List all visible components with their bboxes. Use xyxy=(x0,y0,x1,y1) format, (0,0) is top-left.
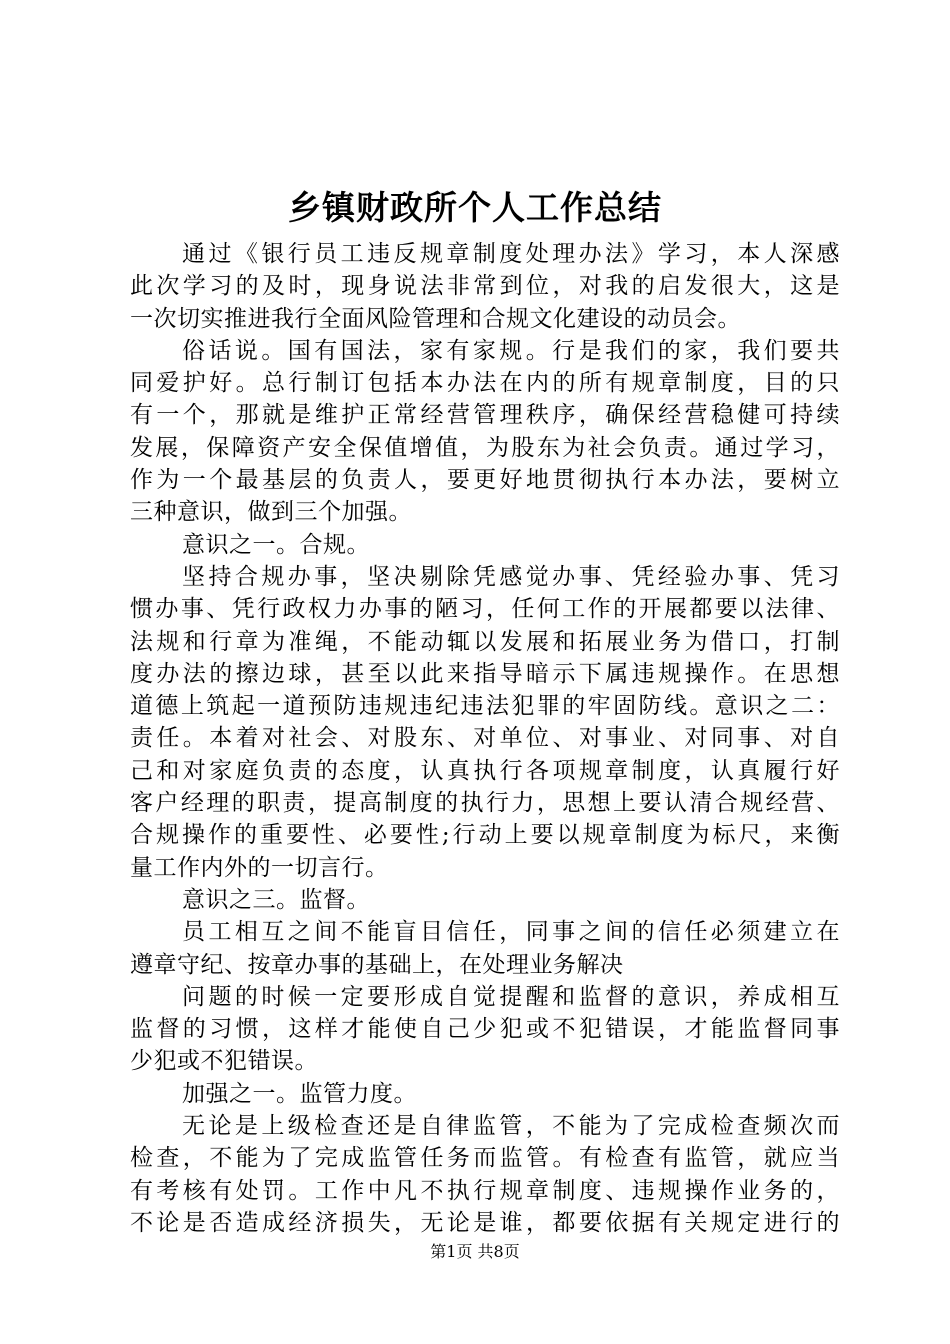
body-line: 三种意识，做到三个加强。 xyxy=(130,499,412,526)
body-line: 意识之一。合规。 xyxy=(182,531,370,558)
body-line: 合规操作的重要性、必要性;行动上要以规章制度为标尺，来衡 xyxy=(130,822,840,849)
body-line: 惯办事、凭行政权力办事的陋习，任何工作的开展都要以法律、 xyxy=(130,596,840,623)
body-line: 意识之三。监督。 xyxy=(182,886,370,913)
body-line: 量工作内外的一切言行。 xyxy=(130,854,389,881)
body-line: 同爱护好。总行制订包括本办法在内的所有规章制度，目的只 xyxy=(130,370,840,397)
body-line: 度办法的擦边球，甚至以此来指导暗示下属违规操作。在思想 xyxy=(130,660,840,687)
body-line: 监督的习惯，这样才能使自己少犯或不犯错误，才能监督同事 xyxy=(130,1016,840,1043)
body-line: 坚持合规办事，坚决剔除凭感觉办事、凭经验办事、凭习 xyxy=(182,563,840,590)
body-line: 法规和行章为准绳，不能动辄以发展和拓展业务为借口，打制 xyxy=(130,628,840,655)
body-line: 己和对家庭负责的态度，认真执行各项规章制度，认真履行好 xyxy=(130,757,840,784)
body-line: 有考核有处罚。工作中凡不执行规章制度、违规操作业务的， xyxy=(130,1177,840,1204)
body-line: 道德上筑起一道预防违规违纪违法犯罪的牢固防线。意识之二： xyxy=(130,693,840,720)
body-line: 问题的时候一定要形成自觉提醒和监督的意识，养成相互 xyxy=(182,983,840,1010)
body-line: 加强之一。监管力度。 xyxy=(182,1080,417,1107)
document-body xyxy=(130,238,840,1239)
page-footer: 第1页 共8页 xyxy=(430,1242,520,1261)
body-line: 俗话说。国有国法，家有家规。行是我们的家，我们要共 xyxy=(182,337,840,364)
document-title: 乡镇财政所个人工作总结 xyxy=(288,188,662,227)
body-line: 无论是上级检查还是自律监管，不能为了完成检查频次而 xyxy=(182,1113,840,1140)
body-line: 遵章守纪、按章办事的基础上，在处理业务解决 xyxy=(130,951,624,978)
body-line: 发展，保障资产安全保值增值，为股东为社会负责。通过学习， xyxy=(130,434,840,461)
body-line: 责任。本着对社会、对股东、对单位、对事业、对同事、对自 xyxy=(130,725,840,752)
body-line: 少犯或不犯错误。 xyxy=(130,1048,318,1075)
body-line: 员工相互之间不能盲目信任，同事之间的信任必须建立在 xyxy=(182,919,840,946)
body-line: 作为一个最基层的负责人，要更好地贯彻执行本办法，要树立 xyxy=(130,467,840,494)
body-line: 此次学习的及时，现身说法非常到位，对我的启发很大，这是 xyxy=(130,273,840,300)
body-line: 通过《银行员工违反规章制度处理办法》学习，本人深感 xyxy=(182,241,840,267)
body-line: 检查，不能为了完成监管任务而监管。有检查有监管，就应当 xyxy=(130,1145,840,1172)
body-line: 客户经理的职责，提高制度的执行力，思想上要认清合规经营、 xyxy=(130,790,840,817)
body-line: 一次切实推进我行全面风险管理和合规文化建设的动员会。 xyxy=(130,305,741,332)
body-line: 有一个，那就是维护正常经营管理秩序，确保经营稳健可持续 xyxy=(130,402,840,429)
body-line: 不论是否造成经济损失，无论是谁，都要依据有关规定进行的 xyxy=(130,1209,840,1236)
